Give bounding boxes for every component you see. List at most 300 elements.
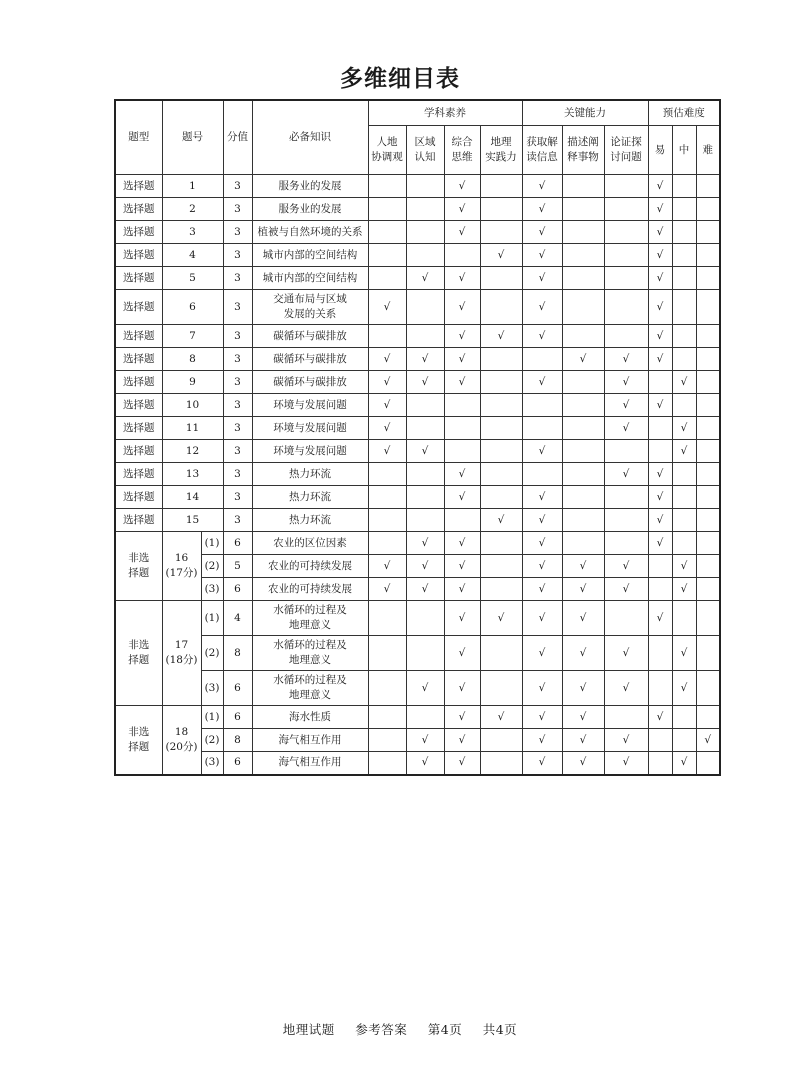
question-score: 3 (223, 440, 252, 463)
check-cell: √ (444, 578, 480, 601)
check-cell (562, 486, 604, 509)
table-row (115, 290, 720, 325)
check-cell (562, 532, 604, 555)
check-cell (480, 578, 522, 601)
check-cell: √ (648, 267, 672, 290)
question-num: 13 (162, 463, 223, 486)
check-cell (480, 371, 522, 394)
table-row (115, 752, 720, 775)
check-cell (368, 244, 406, 267)
check-cell: √ (522, 532, 562, 555)
question-num: 3 (162, 221, 223, 244)
question-type: 选择题 (115, 463, 162, 486)
question-score: 8 (223, 636, 252, 671)
detail-table (114, 99, 721, 776)
question-type: 选择题 (115, 394, 162, 417)
check-cell: √ (368, 290, 406, 325)
check-cell: √ (648, 394, 672, 417)
check-cell (696, 555, 720, 578)
check-cell: √ (522, 198, 562, 221)
check-cell: √ (522, 706, 562, 729)
check-cell (604, 706, 648, 729)
question-type: 选择题 (115, 198, 162, 221)
check-cell (406, 290, 444, 325)
check-cell (696, 267, 720, 290)
check-cell: √ (480, 509, 522, 532)
check-cell: √ (522, 752, 562, 775)
check-cell: √ (648, 463, 672, 486)
check-cell (368, 729, 406, 752)
header-ability-0: 获取解 读信息 (522, 126, 562, 175)
question-score: 3 (223, 267, 252, 290)
check-cell: √ (522, 325, 562, 348)
footer-page: 第4页 (427, 1022, 463, 1037)
table-row (115, 244, 720, 267)
check-cell (480, 348, 522, 371)
check-cell: √ (368, 417, 406, 440)
check-cell: √ (444, 198, 480, 221)
header-ability-2: 论证探 讨问题 (604, 126, 648, 175)
question-num: 14 (162, 486, 223, 509)
check-cell: √ (562, 752, 604, 775)
check-cell (696, 463, 720, 486)
check-cell: √ (672, 636, 696, 671)
check-cell (562, 509, 604, 532)
check-cell: √ (672, 417, 696, 440)
check-cell (406, 509, 444, 532)
question-score: 3 (223, 486, 252, 509)
check-cell: √ (522, 671, 562, 706)
check-cell: √ (444, 463, 480, 486)
check-cell (406, 417, 444, 440)
question-type: 选择题 (115, 290, 162, 325)
check-cell (672, 509, 696, 532)
table-row (115, 671, 720, 706)
question-score: 3 (223, 290, 252, 325)
check-cell (522, 417, 562, 440)
check-cell: √ (480, 325, 522, 348)
check-cell (368, 325, 406, 348)
check-cell (604, 198, 648, 221)
check-cell: √ (406, 267, 444, 290)
question-score: 6 (223, 532, 252, 555)
check-cell (480, 417, 522, 440)
check-cell (696, 371, 720, 394)
check-cell (604, 325, 648, 348)
footer-answer: 参考答案 (355, 1022, 408, 1037)
check-cell: √ (522, 440, 562, 463)
table-row (115, 578, 720, 601)
check-cell: √ (444, 636, 480, 671)
check-cell: √ (444, 555, 480, 578)
check-cell: √ (444, 752, 480, 775)
check-cell (672, 290, 696, 325)
question-num: 18 (20分) (162, 706, 201, 775)
question-sub: (1) (201, 601, 223, 636)
question-score: 3 (223, 198, 252, 221)
check-cell (562, 463, 604, 486)
table-row (115, 348, 720, 371)
check-cell (368, 636, 406, 671)
check-cell (648, 555, 672, 578)
check-cell (480, 290, 522, 325)
check-cell (368, 601, 406, 636)
header-difficulty-group: 预估难度 (648, 100, 720, 126)
header-ability-group: 关键能力 (522, 100, 648, 126)
question-num: 6 (162, 290, 223, 325)
table-row (115, 555, 720, 578)
question-type: 选择题 (115, 244, 162, 267)
question-knowledge: 环境与发展问题 (252, 440, 368, 463)
question-sub: (3) (201, 752, 223, 775)
check-cell (522, 463, 562, 486)
check-cell (696, 752, 720, 775)
check-cell: √ (368, 440, 406, 463)
question-num: 7 (162, 325, 223, 348)
check-cell (672, 325, 696, 348)
table-row (115, 221, 720, 244)
check-cell: √ (648, 221, 672, 244)
check-cell (368, 532, 406, 555)
check-cell: √ (444, 267, 480, 290)
check-cell (696, 244, 720, 267)
check-cell (604, 175, 648, 198)
check-cell: √ (648, 486, 672, 509)
check-cell (696, 601, 720, 636)
check-cell (562, 198, 604, 221)
check-cell: √ (604, 752, 648, 775)
table-row (115, 729, 720, 752)
check-cell (672, 221, 696, 244)
question-score: 6 (223, 671, 252, 706)
check-cell (368, 509, 406, 532)
check-cell (696, 290, 720, 325)
check-cell (648, 636, 672, 671)
question-knowledge: 碳循环与碳排放 (252, 371, 368, 394)
check-cell: √ (522, 290, 562, 325)
question-num: 11 (162, 417, 223, 440)
check-cell (672, 463, 696, 486)
footer-total: 共4页 (482, 1022, 518, 1037)
check-cell (672, 532, 696, 555)
check-cell (696, 394, 720, 417)
check-cell: √ (648, 348, 672, 371)
check-cell: √ (406, 440, 444, 463)
check-cell: √ (406, 532, 444, 555)
question-score: 3 (223, 417, 252, 440)
check-cell: √ (406, 729, 444, 752)
table-row (115, 267, 720, 290)
check-cell (368, 463, 406, 486)
check-cell (406, 244, 444, 267)
question-score: 5 (223, 555, 252, 578)
check-cell (368, 221, 406, 244)
question-num: 4 (162, 244, 223, 267)
check-cell (406, 706, 444, 729)
check-cell (406, 175, 444, 198)
question-knowledge: 水循环的过程及 地理意义 (252, 671, 368, 706)
question-knowledge: 服务业的发展 (252, 198, 368, 221)
table-row (115, 636, 720, 671)
check-cell: √ (444, 371, 480, 394)
check-cell: √ (368, 578, 406, 601)
question-score: 3 (223, 221, 252, 244)
question-knowledge: 水循环的过程及 地理意义 (252, 601, 368, 636)
question-score: 3 (223, 348, 252, 371)
check-cell: √ (444, 532, 480, 555)
footer-subject: 地理试题 (282, 1022, 335, 1037)
check-cell (696, 671, 720, 706)
check-cell (604, 244, 648, 267)
check-cell (406, 325, 444, 348)
check-cell (604, 221, 648, 244)
question-num: 2 (162, 198, 223, 221)
check-cell: √ (444, 729, 480, 752)
check-cell (696, 578, 720, 601)
check-cell (696, 706, 720, 729)
table-header (115, 100, 720, 175)
check-cell: √ (604, 578, 648, 601)
question-type: 选择题 (115, 267, 162, 290)
question-num: 9 (162, 371, 223, 394)
check-cell (648, 440, 672, 463)
check-cell (648, 729, 672, 752)
check-cell (604, 532, 648, 555)
check-cell: √ (406, 371, 444, 394)
check-cell (562, 417, 604, 440)
check-cell (648, 417, 672, 440)
question-knowledge: 热力环流 (252, 486, 368, 509)
question-knowledge: 农业的可持续发展 (252, 555, 368, 578)
question-score: 3 (223, 325, 252, 348)
check-cell (672, 486, 696, 509)
check-cell: √ (604, 671, 648, 706)
question-score: 6 (223, 578, 252, 601)
question-sub: (3) (201, 578, 223, 601)
table-row (115, 440, 720, 463)
check-cell: √ (522, 371, 562, 394)
check-cell (406, 601, 444, 636)
check-cell (522, 348, 562, 371)
check-cell (522, 394, 562, 417)
question-num: 16 (17分) (162, 532, 201, 601)
table-row (115, 175, 720, 198)
question-knowledge: 碳循环与碳排放 (252, 348, 368, 371)
check-cell (406, 394, 444, 417)
check-cell (368, 752, 406, 775)
check-cell: √ (444, 706, 480, 729)
header-literacy-1: 区域 认知 (406, 126, 444, 175)
question-knowledge: 服务业的发展 (252, 175, 368, 198)
check-cell (444, 394, 480, 417)
check-cell (604, 486, 648, 509)
check-cell: √ (648, 706, 672, 729)
question-num: 10 (162, 394, 223, 417)
check-cell: √ (522, 267, 562, 290)
question-score: 8 (223, 729, 252, 752)
check-cell (406, 486, 444, 509)
check-cell (696, 532, 720, 555)
check-cell (696, 636, 720, 671)
check-cell: √ (522, 729, 562, 752)
question-score: 3 (223, 244, 252, 267)
table-row (115, 394, 720, 417)
check-cell (368, 706, 406, 729)
check-cell: √ (406, 752, 444, 775)
check-cell: √ (648, 325, 672, 348)
check-cell (562, 244, 604, 267)
check-cell: √ (562, 729, 604, 752)
question-sub: (2) (201, 555, 223, 578)
check-cell (368, 175, 406, 198)
table-row (115, 417, 720, 440)
check-cell (696, 486, 720, 509)
check-cell (562, 221, 604, 244)
header-difficulty-1: 中 (672, 126, 696, 175)
check-cell (648, 371, 672, 394)
check-cell: √ (562, 555, 604, 578)
check-cell (604, 267, 648, 290)
check-cell (406, 463, 444, 486)
check-cell: √ (604, 636, 648, 671)
check-cell: √ (648, 532, 672, 555)
check-cell: √ (648, 244, 672, 267)
check-cell (444, 417, 480, 440)
check-cell: √ (648, 290, 672, 325)
check-cell: √ (444, 325, 480, 348)
question-num: 8 (162, 348, 223, 371)
check-cell (480, 463, 522, 486)
check-cell (480, 532, 522, 555)
question-sub: (2) (201, 729, 223, 752)
check-cell: √ (696, 729, 720, 752)
check-cell: √ (522, 175, 562, 198)
check-cell: √ (522, 221, 562, 244)
check-cell (672, 348, 696, 371)
question-knowledge: 海气相互作用 (252, 729, 368, 752)
question-score: 6 (223, 706, 252, 729)
question-type: 选择题 (115, 348, 162, 371)
page-title: 多维细目表 (340, 66, 460, 92)
question-type: 选择题 (115, 417, 162, 440)
question-score: 3 (223, 509, 252, 532)
question-score: 3 (223, 371, 252, 394)
check-cell (696, 417, 720, 440)
table-row (115, 509, 720, 532)
check-cell (480, 440, 522, 463)
check-cell: √ (604, 729, 648, 752)
page-footer (0, 1020, 800, 1038)
check-cell: √ (672, 578, 696, 601)
header-literacy-3: 地理 实践力 (480, 126, 522, 175)
check-cell (562, 175, 604, 198)
check-cell (648, 752, 672, 775)
question-sub: (3) (201, 671, 223, 706)
table-row (115, 601, 720, 636)
table-row (115, 532, 720, 555)
check-cell (696, 175, 720, 198)
check-cell (406, 221, 444, 244)
check-cell (696, 348, 720, 371)
check-cell: √ (522, 578, 562, 601)
check-cell: √ (444, 348, 480, 371)
check-cell (368, 671, 406, 706)
question-sub: (1) (201, 706, 223, 729)
table-row (115, 463, 720, 486)
check-cell (672, 244, 696, 267)
check-cell: √ (444, 601, 480, 636)
check-cell (604, 601, 648, 636)
check-cell (480, 267, 522, 290)
check-cell (480, 752, 522, 775)
check-cell: √ (522, 509, 562, 532)
table-row (115, 486, 720, 509)
question-sub: (2) (201, 636, 223, 671)
check-cell: √ (522, 244, 562, 267)
check-cell (480, 175, 522, 198)
check-cell: √ (672, 671, 696, 706)
check-cell (696, 440, 720, 463)
question-num: 17 (18分) (162, 601, 201, 706)
check-cell (480, 221, 522, 244)
header-type: 题型 (115, 100, 162, 175)
check-cell (562, 290, 604, 325)
check-cell: √ (368, 555, 406, 578)
question-knowledge: 水循环的过程及 地理意义 (252, 636, 368, 671)
question-num: 5 (162, 267, 223, 290)
question-type: 选择题 (115, 371, 162, 394)
check-cell (648, 578, 672, 601)
question-knowledge: 热力环流 (252, 509, 368, 532)
question-type: 选择题 (115, 486, 162, 509)
check-cell: √ (604, 463, 648, 486)
question-type: 非选 择题 (115, 706, 162, 775)
check-cell: √ (648, 198, 672, 221)
check-cell (672, 267, 696, 290)
check-cell: √ (648, 601, 672, 636)
question-score: 4 (223, 601, 252, 636)
check-cell (368, 198, 406, 221)
check-cell: √ (522, 486, 562, 509)
check-cell (562, 440, 604, 463)
check-cell (444, 509, 480, 532)
question-type: 非选 择题 (115, 532, 162, 601)
check-cell: √ (604, 348, 648, 371)
question-score: 3 (223, 463, 252, 486)
check-cell: √ (368, 348, 406, 371)
check-cell: √ (604, 394, 648, 417)
check-cell: √ (562, 671, 604, 706)
check-cell: √ (672, 555, 696, 578)
check-cell: √ (444, 671, 480, 706)
check-cell: √ (522, 601, 562, 636)
check-cell (696, 198, 720, 221)
check-cell (696, 221, 720, 244)
check-cell: √ (522, 555, 562, 578)
question-knowledge: 城市内部的空间结构 (252, 267, 368, 290)
check-cell (444, 244, 480, 267)
check-cell (368, 486, 406, 509)
check-cell (480, 555, 522, 578)
header-difficulty-2: 难 (696, 126, 720, 175)
check-cell (562, 267, 604, 290)
header-literacy-0: 人地 协调观 (368, 126, 406, 175)
check-cell: √ (480, 244, 522, 267)
check-cell: √ (406, 555, 444, 578)
check-cell (480, 198, 522, 221)
check-cell: √ (648, 509, 672, 532)
question-knowledge: 植被与自然环境的关系 (252, 221, 368, 244)
